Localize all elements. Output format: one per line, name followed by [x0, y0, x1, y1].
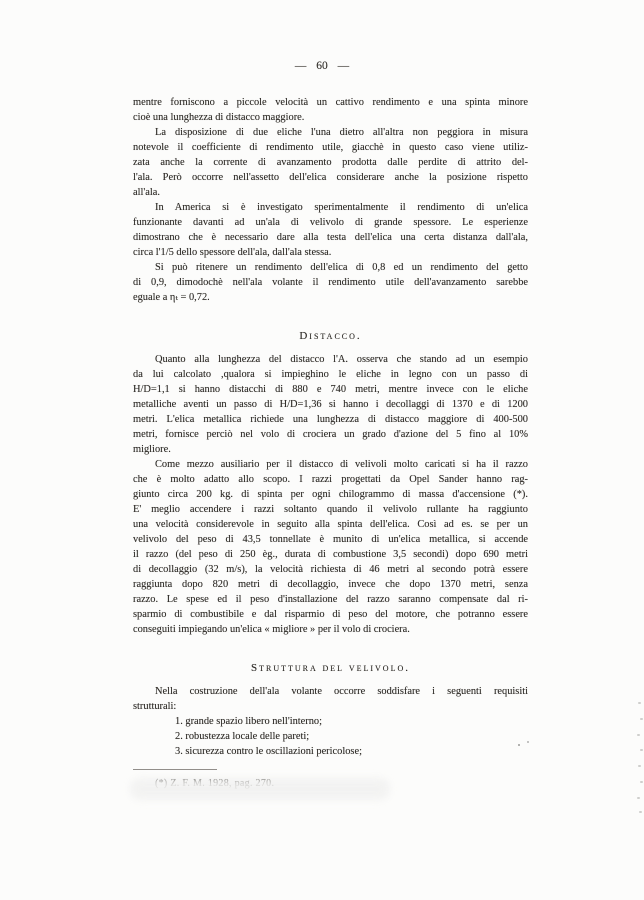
- paragraph-line: eguale a ηₜ = 0,72.: [133, 292, 210, 303]
- body-paragraph: [133, 457, 528, 637]
- paragraph-line: raggiunta dopo 820 metri di decollaggio, invece che dopo 1370 metri, senza: [133, 579, 528, 590]
- paragraph-line: di 0,9, dimodochè nell'ala volante il rendimento utile dell'avanzamento sarebbe: [133, 277, 528, 288]
- scan-speck: [527, 741, 529, 743]
- body-paragraph: [133, 352, 528, 457]
- paragraph-line: migliore.: [133, 444, 171, 455]
- paragraph-line: una velocità considerevole in seguito alla spinta dell'elica. Così ad es. se per un: [133, 519, 528, 530]
- paragraph-line: cioè una lunghezza di distacco maggiore.: [133, 112, 305, 123]
- paragraph-line: strutturali:: [133, 701, 177, 712]
- paragraph-line: notevole il coefficiente di rendimento utile, giacchè in questo caso viene utiliz-: [133, 142, 528, 153]
- paragraph-line: velivolo del peso di 43,5 tonnellate è munito di un'elica metallica, si accende: [133, 534, 528, 545]
- paragraph-line: Quanto alla lunghezza del distacco l'A. osserva che stando ad un esempio: [155, 354, 528, 365]
- body-paragraph: [133, 684, 528, 714]
- body-paragraph: [133, 260, 528, 305]
- list-item: 3. sicurezza contro le oscillazioni pericolose;: [175, 746, 362, 757]
- scan-edge-mark: [639, 811, 642, 813]
- paragraph-line: all'ala.: [133, 187, 160, 198]
- paragraph-line: E' meglio accendere i razzi soltanto quando il velivolo rullante ha raggiunto: [133, 504, 528, 515]
- paragraph-line: dimostrano che è necessario dare alla testa dell'elica una certa distanza dall'ala,: [133, 232, 528, 243]
- paragraph-line: mentre forniscono a piccole velocità un cattivo rendimento e una spinta minore: [133, 97, 528, 108]
- text-block: [133, 95, 528, 789]
- paragraph-line: Si può ritenere un rendimento dell'elica di 0,8 ed un rendimento del getto: [155, 262, 528, 273]
- paragraph-line: Come mezzo ausiliario per il distacco di velivoli molto caricati si ha il razzo: [155, 459, 528, 470]
- scan-edge-mark: [637, 734, 640, 736]
- paragraph-line: il razzo (del peso di 250 èg., durata di combustione 3,5 secondi) dopo 690 metri: [133, 549, 528, 560]
- list-item: 2. robustezza locale delle pareti;: [175, 731, 310, 742]
- scan-edge-mark: [640, 718, 643, 720]
- scan-edge-mark: [638, 765, 641, 767]
- paragraph-line: funzionante davanti ad un'ala di velivolo di grande spessore. Le esperienze: [133, 217, 528, 228]
- paragraph-line: metri. L'elica metallica richiede una lunghezza di distacco maggiore di 400-500: [133, 414, 528, 425]
- paragraph-line: da lui calcolato ,qualora si impieghino le eliche in legno con un passo di: [133, 369, 528, 380]
- scan-bleedthrough-artifact: [130, 778, 390, 800]
- paragraph-line: razzo. Le spese ed il peso d'installazione del razzo saranno compensate dal ri-: [133, 594, 528, 605]
- footnote-rule: [133, 769, 217, 770]
- paragraph-line: La disposizione di due eliche l'una dietro all'altra non peggiora in misura: [155, 127, 528, 138]
- paragraph-line: sparmio di combustibile e dal risparmio di peso del motore, che potranno essere: [133, 609, 528, 620]
- paragraph-line: giunto circa 200 kg. di spinta per ogni chilogrammo di massa d'accensione (*).: [133, 489, 528, 500]
- paragraph-line: conseguiti impiegando un'elica « migliore » per il volo di crociera.: [133, 624, 410, 635]
- paragraph-line: di decollaggio (32 m/s), la velocità richiesta di 46 metri al secondo potrà essere: [133, 564, 528, 575]
- paragraph-line: metri, fornisce perciò nel volo di crociera un grado d'azione del 5 fino al 10%: [133, 429, 528, 440]
- page-number: — 60 —: [294, 60, 350, 72]
- paragraph-line: Nella costruzione dell'ala volante occorre soddisfare i seguenti requisiti: [155, 686, 528, 697]
- paragraph-line: che è molto adatto allo scopo. I razzi progettati da Opel Sander hanno rag-: [133, 474, 528, 485]
- section-heading: Struttura del velivolo.: [250, 662, 411, 674]
- body-paragraph: [133, 95, 528, 125]
- paragraph-line: In America si è investigato sperimentalmente il rendimento di un'elica: [155, 202, 528, 213]
- paragraph-line: zata anche la corrente di avanzamento prodotta dalle perdite di attrito del-: [133, 157, 528, 168]
- scan-edge-mark: [640, 781, 643, 783]
- scan-edge-mark: [637, 797, 640, 799]
- paragraph-line: circa l'1/5 dello spessore dell'ala, dall'ala stessa.: [133, 247, 332, 258]
- body-paragraph: [133, 200, 528, 260]
- list-item: 1. grande spazio libero nell'interno;: [175, 716, 323, 727]
- section-heading: Distacco.: [299, 330, 362, 342]
- scan-edge-mark: [638, 702, 641, 704]
- paragraph-line: metalliche aventi un passo di H/D=1,36 si hanno i decollaggi di 1370 e di 1200: [133, 399, 528, 410]
- paragraph-line: H/D=1,1 si hanno distacchi di 880 e 740 metri, mentre invece con le eliche: [133, 384, 528, 395]
- body-paragraph: [133, 125, 528, 200]
- scan-speck: [518, 744, 520, 746]
- scan-edge-mark: [640, 749, 643, 751]
- paragraph-line: l'ala. Però occorre nell'assetto dell'elica considerare anche la posizione rispetto: [133, 172, 528, 183]
